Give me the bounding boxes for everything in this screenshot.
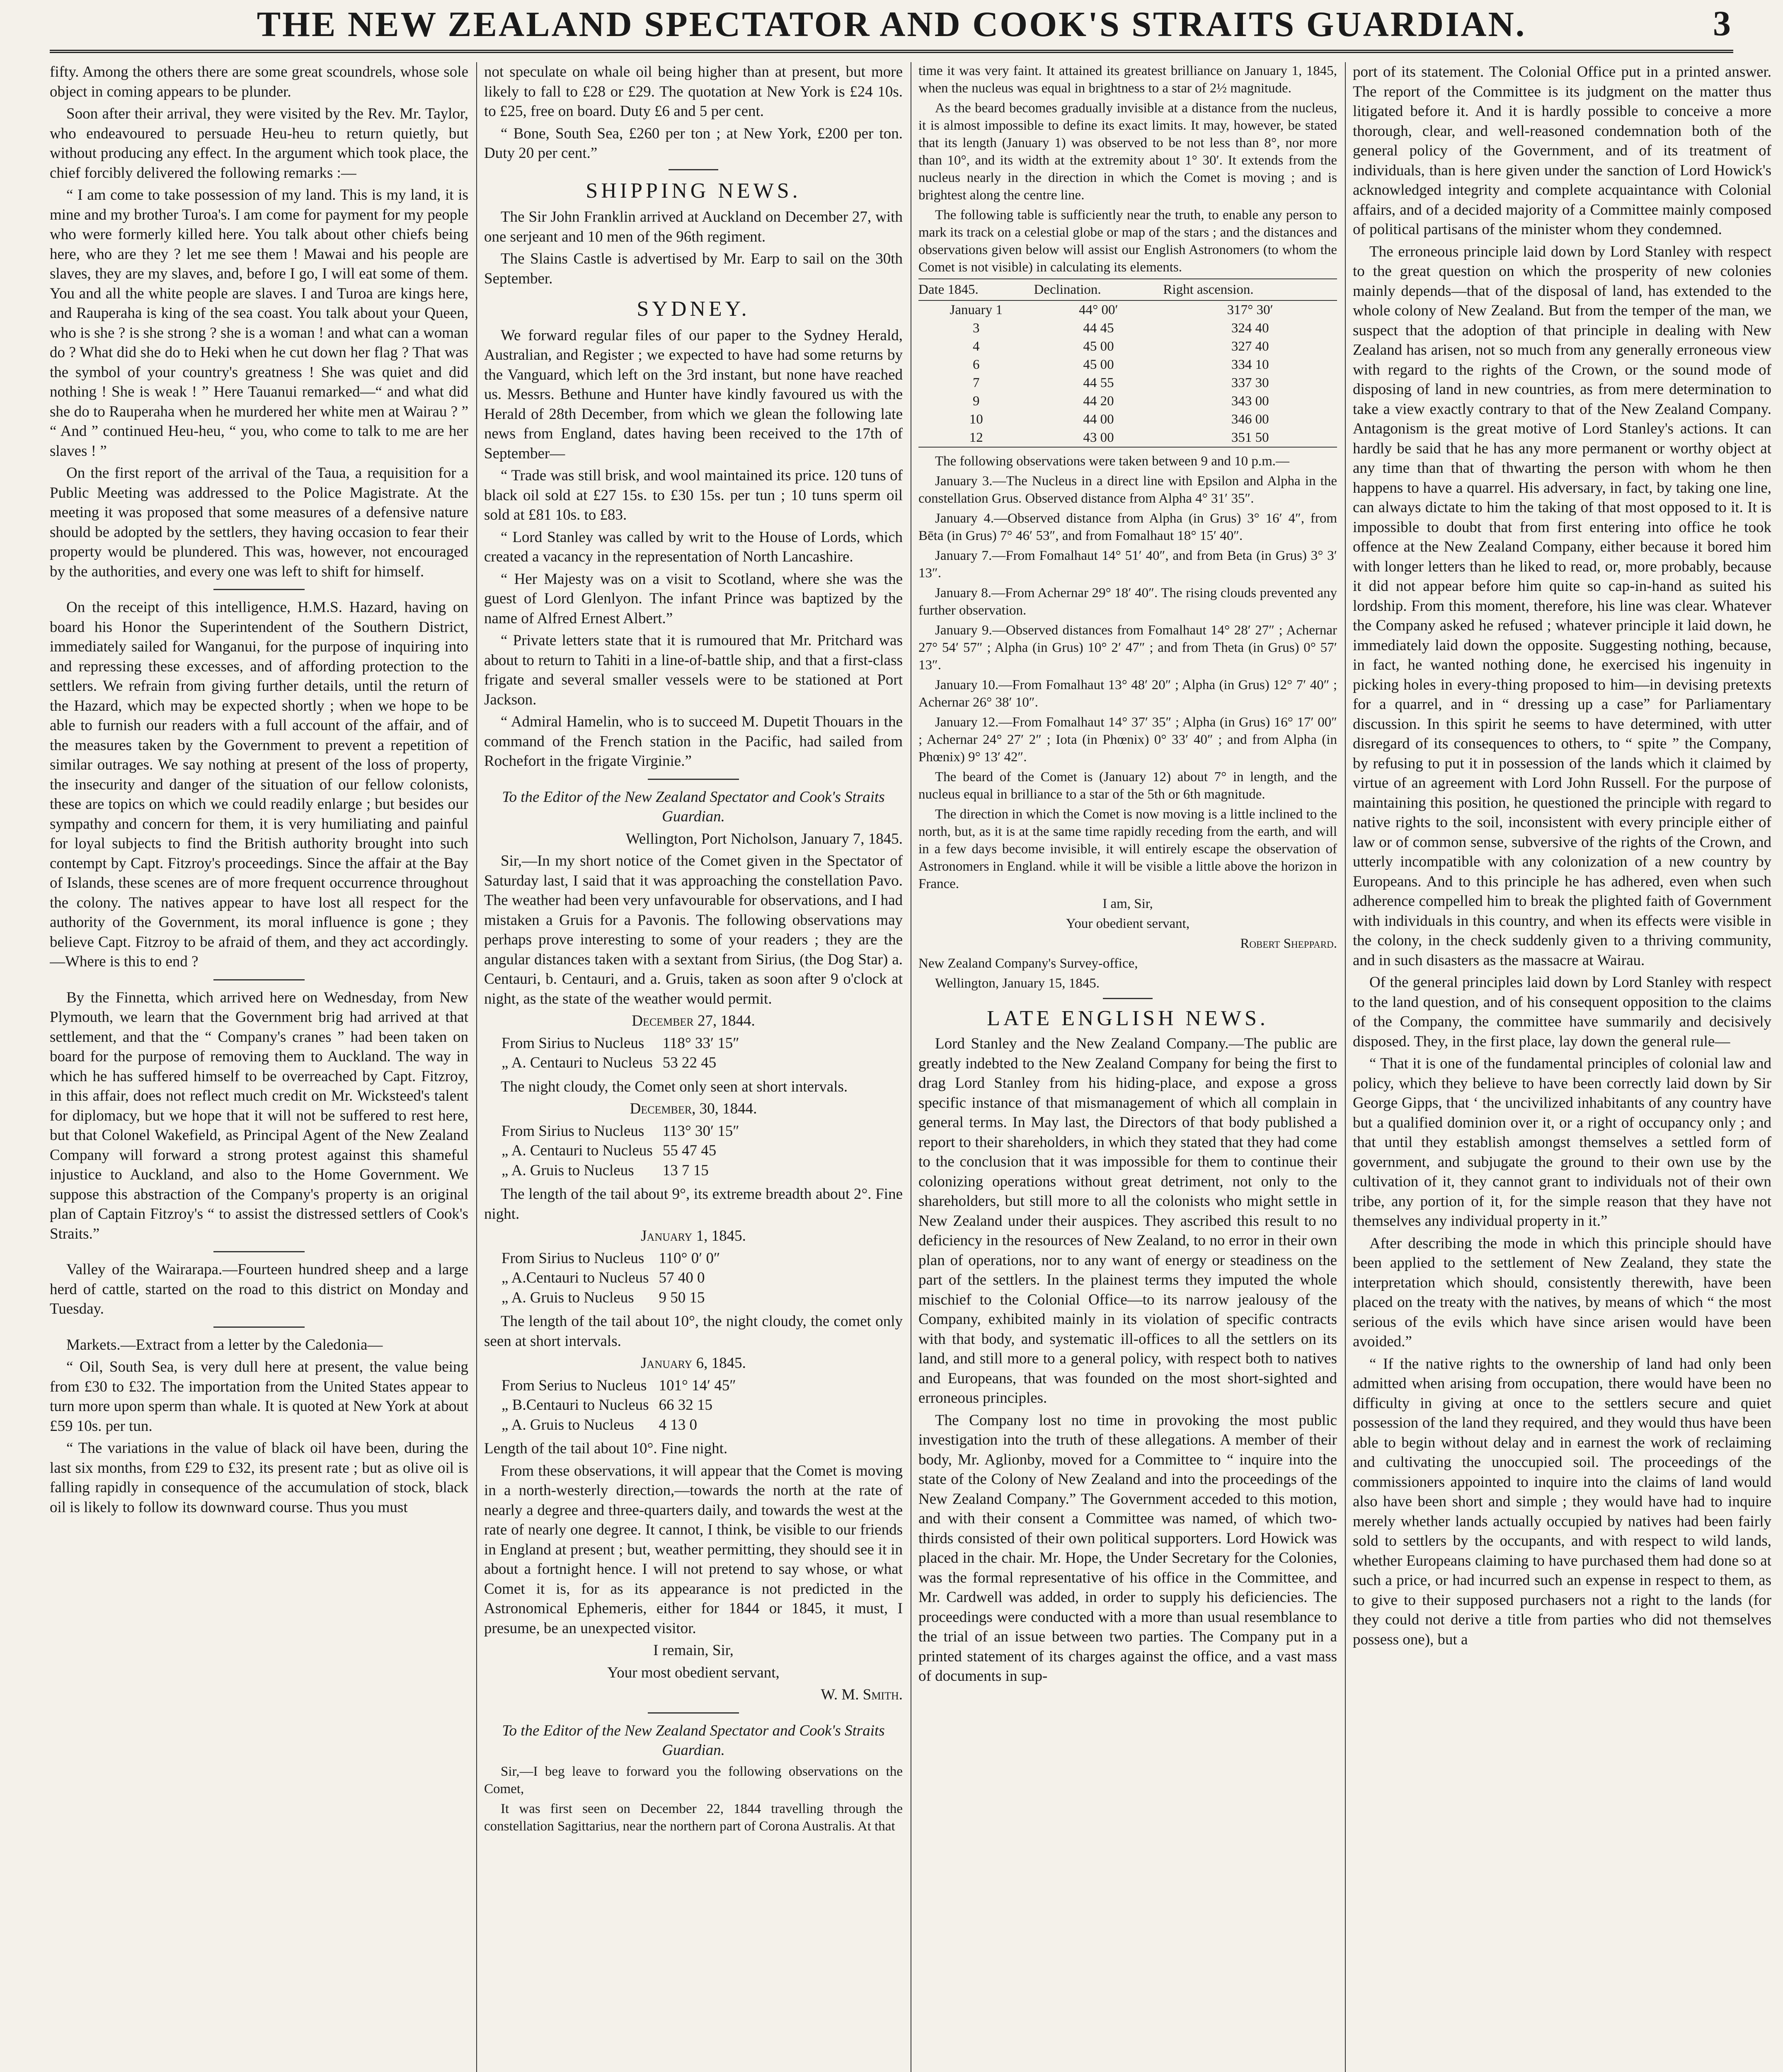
table-row — [918, 428, 1337, 447]
table-cell: 45 00 — [1083, 357, 1114, 372]
table-header: Declination. — [1034, 279, 1163, 300]
column-2 — [484, 62, 903, 2072]
letter-heading: To the Editor of the New Zealand Spectator and Cook's Straits Guardian. — [502, 788, 885, 825]
paragraph: Markets.—Extract from a letter by the Caledonia— — [66, 1336, 383, 1353]
paragraph: The following observations were taken between 9 and 10 p.m.— — [935, 454, 1290, 469]
signoff: I remain, Sir, — [653, 1642, 734, 1659]
table-cell: 44 45 — [1083, 321, 1114, 336]
table-row — [918, 319, 1337, 337]
divider — [648, 779, 739, 780]
obs-label: „ A. Centauri to Nucleus — [501, 1142, 653, 1159]
paragraph: January 7.—From Fomalhaut 14° 51′ 40″, and from Beta (in Grus) 3° 3′ 13″. — [918, 548, 1337, 581]
table-cell: 4 — [972, 339, 980, 354]
paragraph: January 9.—Observed distances from Fomalhaut 14° 28′ 27″ ; Achernar 27° 54′ 57″ ; Alpha (in Grus) 10° 2′ 47″ ; and from Theta (in Grus) 0° 57′ 13″. — [918, 623, 1337, 673]
paragraph: The Company lost no time in provoking the most public investigation into the truth of these allegations. A member of their body, Mr. Aglionby, moved for a Committee to “ inquire into the state of the Colony of New Zealand and into the proceedings of the New Zealand Company.” The Government acceded to this motion, and with their consent a Committee was named, of which two-thirds consisted of their own political supporters. Lord Howick was placed in the chair. Mr. Hope, the Under Secretary for the Colonies, was the formal representative of his office in the Committee, and Mr. Cardwell was added, in order to supply his deficiencies. The proceedings were conducted with a more than usual resemblance to the trial of an issue between two parties. The Company put in a printed statement of its charges against the office, and a vast mass of documents in sup- — [918, 1411, 1337, 1685]
quote: “ That it is one of the fundamental principles of colonial law and policy, which they believe to have been correctly laid down by Sir George Gipps, that ‘ the uncivilized inhabitants of any country have but a qualified dominion over it, or a right of occupancy only ; and that until they establish amongst themselves a settled form of government, and subjugate the ground to their own use by the cultivation of it, they cannot grant to individuals not of their own tribe, any portion of it, for the simple reason that they have not themselves any individual property in it.” — [1353, 1055, 1771, 1230]
obs-label: „ A. Gruis to Nucleus — [501, 1289, 634, 1306]
table-cell: 9 — [972, 394, 980, 409]
newspaper-title: THE NEW ZEALAND SPECTATOR AND COOK'S STRAITS GUARDIAN. — [257, 4, 1526, 44]
table-cell: January 1 — [950, 303, 1003, 317]
divider — [213, 1326, 305, 1328]
table-cell: 44° 00′ — [1079, 303, 1118, 317]
paragraph: Of the general principles laid down by Lord Stanley with respect to the land question, and of his consequent opposition to the claims of the Company, the committee have summarily and decisively disposed. They, in the first place, lay down the general rule— — [1353, 974, 1771, 1050]
column-1 — [50, 62, 468, 2072]
obs-value: 118° 33′ 15″ — [662, 1034, 739, 1052]
paragraph: The following table is sufficiently near the truth, to enable any person to mark its track on a celestial globe or map of the stars ; and the distances and observations given below will assist our English Astronomers (to whom the Comet is not visible) in calculating its elements. — [918, 208, 1337, 275]
quote: “ Private letters state that it is rumoured that Mr. Pritchard was about to return to Tahiti in a line-of-battle ship, and that a first-class frigate and several smaller vessels were to be stationed at Port Jackson. — [484, 632, 903, 708]
obs-value: 53 22 45 — [662, 1054, 717, 1071]
paragraph: Lord Stanley and the New Zealand Company.—The public are greatly indebted to the New Zealand Company for being the first to drag Lord Stanley from his hiding-place, and expose a gross specific instance of that mismanagement of which all complain in general terms. In May last, the Directors of that body published a report to their shareholders, in which they stated that they had come to the conclusion that it was impossible for them to continue their colonizing operations without great detriment, not only to the shareholders, but still more to all the colonists who might settle in New Zealand under their auspices. They ascribed this result to no deficiency in the resources of New Zealand, to no error in their own plan of operations, nor to any want of energy or steadiness on the part of the settlers. In the plainest terms they imputed the whole mischief to the Colonial Office—to its narrow jealousy of the Company, exhibited mainly in its violation of specific contracts with that body, and systematic ill-offices to all the settlers on its land, and still more to a general policy, with respect both to natives and Europeans, that was founded on the most short-sighted and erroneous principles. — [918, 1035, 1337, 1406]
obs-note: Length of the tail about 10°. Fine night. — [484, 1440, 728, 1457]
quote: “ Lord Stanley was called by writ to the House of Lords, which created a vacancy in the representation of North Lancashire. — [484, 528, 903, 565]
obs-value: 4 13 0 — [659, 1416, 698, 1433]
signoff: Your obedient servant, — [1066, 916, 1190, 931]
letter-dateline: Wellington, Port Nicholson, January 7, 1845. — [625, 830, 903, 847]
paragraph: time it was very faint. It attained its greatest brilliance on January 1, 1845, when the nucleus was equal in brightness to a star of 2½ magnitude. — [918, 63, 1337, 96]
table-cell: 343 00 — [1231, 394, 1269, 409]
obs-value: 9 50 15 — [659, 1289, 705, 1306]
obs-value: 57 40 0 — [659, 1269, 705, 1286]
paragraph: From these observations, it will appear that the Comet is moving in a north-westerly direction,—towards the north at the rate of nearly a degree and three-quarters daily, and towards the west at the rate of nearly one degree. It cannot, I think, be visible to our friends in England at present ; but, weather permitting, they should see it in about a fortnight hence. I will not pretend to say whose, or what Comet it is, for as its appearance is not predicted in the Astronomical Ephemeris, either for 1844 or 1845, it must, I presume, be an unexpected visitor. — [484, 1462, 903, 1637]
paragraph: January 10.—From Fomalhaut 13° 48′ 20″ ; Alpha (in Grus) 12° 7′ 40″ ; Achernar 26° 38′ 10″. — [918, 678, 1337, 710]
table-row — [918, 337, 1337, 356]
obs-value: 13 7 15 — [662, 1162, 709, 1179]
paragraph: fifty. Among the others there are some great scoundrels, whose sole object in coming appears to be plunder. — [50, 63, 468, 100]
obs-value: 113° 30′ 15″ — [662, 1122, 739, 1140]
table-cell: 324 40 — [1231, 321, 1269, 336]
observation-table — [497, 1376, 741, 1435]
paragraph: January 8.—From Achernar 29° 18′ 40″. The rising clouds prevented any further observation. — [918, 586, 1337, 618]
quote: “ Trade was still brisk, and wool maintained its price. 120 tuns of black oil sold at £27 15s. to £30 15s. per tun ; 10 tuns sperm oil sold at £81 10s. to £83. — [484, 467, 903, 523]
table-cell: 10 — [969, 412, 983, 427]
quote: “ Bone, South Sea, £260 per ton ; at New York, £200 per ton. Duty 20 per cent.” — [484, 125, 903, 162]
table-row — [918, 374, 1337, 392]
divider — [1103, 998, 1153, 999]
signoff: New Zealand Company's Survey-office, — [918, 956, 1138, 971]
divider — [213, 1251, 305, 1252]
table-cell: 44 00 — [1083, 412, 1114, 427]
paragraph: port of its statement. The Colonial Office put in a printed answer. The report of the Committee is its judgment on the matter thus litigated before it. And it is hardly possible to conceive a more thorough, clear, and well-reasoned condemnation both of the general policy of the Government, and of its treatment of individuals, than is here given under the sanction of Lord Howick's acknowledged integrity and complete acquaintance with Colonial affairs, and of a decided majority of a Committee mainly composed of political partisans of the minister whom they condemned. — [1353, 63, 1771, 238]
obs-value: 55 47 45 — [662, 1142, 717, 1159]
obs-value: 101° 14′ 45″ — [659, 1377, 736, 1394]
column-3 — [918, 62, 1337, 2072]
table-row — [918, 392, 1337, 410]
divider — [648, 1712, 739, 1714]
table-cell: 317° 30′ — [1227, 303, 1273, 317]
table-cell: 7 — [972, 375, 980, 390]
paragraph: The erroneous principle laid down by Lord Stanley with respect to the great question on which the prosperity of new colonies mainly depends—that of the disposal of land, has extended to the whole colony of New Zealand. But from the temper of the man, we suspect that the adoption of that principle in dealing with New Zealand has arisen, not so much from any generally erroneous view with regard to the rights of the Crown, or the sound mode of disposing of land in new countries, as from mere determination to take a view exactly contrary to that of the New Zealand Company. Antagonism is the great motive of Lord Stanley's actions. It can hardly be said that he has any more permanent or worthy object at any time than that of thwarting the person with whom he then happens to have a quarrel. His adversary, in fact, by taking one line, can always dictate to him the taking of that most opposed to it. It is impossible to doubt that from first entering into office he took offence at the New Zealand Company, either because it bored him with longer letters than he liked to read, or, more probably, because it did not appear before him quite so cap-in-hand as suited his lordship. From this moment, therefore, his line was clear. Whatever the Company asked he refused ; whatever principle it laid down, he immediately laid down the opposite. Suggesting nothing, because, in fact, he wanted nothing done, he exercised his ingenuity in picking holes in every-thing proposed to him—in devising pretexts for a quarrel, and in “ dressing up a case” for Parliamentary discussion. In this spirit he seems to have determined, with utter disregard of its consequences to others, to “ spite ” the Company, by refusing to put it in possession of the lands which it claimed by virtue of an agreement with Lord John Russell. For the purpose of maintaining this position, he questioned the principle with regard to native rights to the soil, inconsistent with every principle either of law or of common sense, subversive of the rights of the Crown, and utterly incompatible with any colonization of a new country by Europeans. And to this principle he has adhered, even when such adherence compelled him to break the plighted faith of Government with individuals in this country, and when its effects were visible in the colony, in the check suddenly given to a thriving community, and in such disasters as the massacre at Wairau. — [1353, 243, 1771, 969]
obs-note: The length of the tail about 10°, the night cloudy, the comet only seen at short intervals. — [484, 1313, 903, 1350]
signoff: I am, Sir, — [1102, 896, 1153, 911]
paragraph: As the beard becomes gradually invisible at a distance from the nucleus, it is almost impossible to define its exact limits. It may, however, be stated that its length (January 1) was observed to be not less than 8°, nor more than 10°, and its width at the extremity about 1° 30′. It extends from the nucleus nearly in the direction in which the Comet is moving ; and is brightest along the centre line. — [918, 101, 1337, 203]
obs-label: „ B.Centauri to Nucleus — [501, 1397, 649, 1414]
paragraph: It was first seen on December 22, 1844 travelling through the constellation Sagittarius, near the northern part of Corona Australis. At that — [484, 1801, 903, 1834]
divider — [213, 589, 305, 590]
paragraph: not speculate on whale oil being higher than at present, but more likely to fall to £28 or £29. The quotation at New York is £24 10s. to £25, free on board. Duty £6 and 5 per cent. — [484, 63, 903, 120]
obs-date: December 27, 1844. — [632, 1012, 755, 1029]
masthead — [50, 0, 1733, 53]
signoff: Wellington, January 15, 1845. — [935, 976, 1100, 991]
paragraph: The direction in which the Comet is now moving is a little inclined to the north, but, as it is at the same time rapidly receding from the earth, and will in a few days become invisible, it will entirely escape the observation of Astronomers in England. while it will be visible a little above the horizon in France. — [918, 807, 1337, 891]
section-heading-late-news: LATE ENGLISH NEWS. — [987, 1007, 1269, 1030]
table-header: Right ascension. — [1163, 279, 1337, 300]
paragraph: The Sir John Franklin arrived at Auckland on December 27, with one serjeant and 10 men of the 96th regiment. — [484, 208, 903, 245]
paragraph: The Slains Castle is advertised by Mr. Earp to sail on the 30th September. — [484, 250, 903, 287]
divider — [669, 169, 718, 170]
observation-table — [497, 1034, 744, 1073]
paragraph: Sir,—In my short notice of the Comet given in the Spectator of Saturday last, I said that it was approaching the constellation Pavo. The weather had been very unfavourable for observations, and I had mistaken a Gruis for a Pavonis. The following observations may perhaps prove interesting to some of your readers ; they are the angular distances taken with a sextant from Sirius, (the Dog Star) a. Centauri, b. Centauri, and a. Gruis, taken as soon after 9 o'clock at night, as the state of the weather would permit. — [484, 852, 903, 1007]
table-row — [918, 356, 1337, 374]
table-cell: 351 50 — [1231, 430, 1269, 445]
quote: “ If the native rights to the ownership of land had only been admitted when arising from occupation, there would have been no difficulty in giving at once to the settlers secure and quiet possession of the land they required, and they would thus have been able to begin without delay and in earnest the work of reclaiming and cultivating the unoccupied soil. The proceedings of the commissioners appointed to inquire into the claims of land would also have been short and simple ; they would have had to inquire merely whether lands actually occupied by natives had been fairly sold to settlers by the occupants, and with respect to wild lands, whether Europeans claiming to have purchased them had done so at such a price, or had incurred such an expense in respect to them, as to give to their supposed purchasers not a right to the lands (for they could not derive a title from parties who did not themselves possess one), but a — [1353, 1355, 1771, 1648]
signature: Robert Sheppard. — [1240, 936, 1337, 951]
paragraph: January 3.—The Nucleus in a direct line with Epsilon and Alpha in the constellation Grus. Observed distance from Alpha 4° 31′ 35″. — [918, 474, 1337, 506]
paragraph: Soon after their arrival, they were visited by the Rev. Mr. Taylor, who endeavoured to persuade Heu-heu to return quietly, but without producing any effect. In the argument which took place, the chief forcibly delivered the following remarks :— — [50, 105, 468, 182]
divider — [213, 979, 305, 980]
column-rule — [476, 62, 477, 2072]
paragraph: On the first report of the arrival of the Taua, a requisition for a Public Meeting was addressed to the Police Magistrate. At the meeting it was proposed that some measures of a defensive nature should be adopted by the settlers, they having occasion to fear their property would be plundered. This was, however, not encouraged by the authorities, and every one was left to shift for himself. — [50, 465, 468, 580]
paragraph: January 12.—From Fomalhaut 14° 37′ 35″ ; Alpha (in Grus) 16° 17′ 00″ ; Achernar 24° 27′ 2″ ; Iota (in Phœnix) 0° 33′ 40″ ; and from Alpha (in Phœnix) 9° 13′ 42″. — [918, 715, 1337, 765]
table-row — [918, 410, 1337, 428]
table-cell: 6 — [972, 357, 980, 372]
observation-table — [497, 1121, 744, 1181]
obs-label: From Serius to Nucleus — [501, 1377, 647, 1394]
obs-value: 110° 0′ 0″ — [659, 1249, 720, 1267]
table-cell: 337 30 — [1231, 375, 1269, 390]
paragraph: Sir,—I beg leave to forward you the following observations on the Comet, — [484, 1764, 903, 1796]
observation-table — [497, 1249, 725, 1308]
obs-date: December, 30, 1844. — [630, 1100, 757, 1117]
obs-label: „ A.Centauri to Nucleus — [501, 1269, 649, 1286]
quote: “ Admiral Hamelin, who is to succeed M. Dupetit Thouars in the command of the French station in the Pacific, had sailed from Rochefort in the frigate Virginie.” — [484, 713, 903, 770]
comet-table — [918, 278, 1337, 448]
quote: “ Oil, South Sea, is very dull here at present, the value being from £30 to £32. The importation from the United States appear to turn more upon sperm than whale. It is quoted at New York at about £59 10s. per tun. — [50, 1358, 468, 1435]
obs-note: The night cloudy, the Comet only seen at short intervals. — [501, 1078, 848, 1095]
paragraph: We forward regular files of our paper to the Sydney Herald, Australian, and Register ; we expected to have had some returns by the Vanguard, which left on the 3rd instant, but none have reached us. Messrs. Bethune and Hunter have kindly favoured us with the Herald of 28th December, from which we glean the following late news from England, dates having been received to the 17th of September— — [484, 327, 903, 462]
obs-label: „ A. Gruis to Nucleus — [501, 1162, 634, 1179]
table-cell: 327 40 — [1231, 339, 1269, 354]
table-cell: 43 00 — [1083, 430, 1114, 445]
table-cell: 346 00 — [1231, 412, 1269, 427]
page-number: 3 — [1713, 3, 1731, 43]
paragraph: After describing the mode in which this principle should have been applied to the settlement of New Zealand, they state the interpretation which should, consistently therewith, have been placed on the treaty with the natives, by means of which “ the most serious of the evils which have since arisen would have been avoided.” — [1353, 1234, 1771, 1350]
table-cell: 12 — [969, 430, 983, 445]
column-4 — [1353, 62, 1771, 2072]
quote: “ The variations in the value of black oil have been, during the last six months, from £29 to £32, its present rate ; but as olive oil is falling rapidly in consequence of the accumulation of stock, black oil is likely to follow its downward course. Thus you must — [50, 1440, 468, 1516]
obs-value: 66 32 15 — [659, 1397, 713, 1414]
obs-label: From Sirius to Nucleus — [501, 1034, 644, 1052]
quote: “ Her Majesty was on a visit to Scotland, where she was the guest of Lord Glenlyon. The infant Prince was baptized by the name of Alfred Ernest Albert.” — [484, 570, 903, 627]
table-header: Date 1845. — [918, 279, 1034, 300]
obs-label: From Sirius to Nucleus — [501, 1122, 644, 1140]
obs-label: From Sirius to Nucleus — [501, 1249, 644, 1267]
obs-label: „ A. Gruis to Nucleus — [501, 1416, 634, 1433]
section-heading-sydney: SYDNEY. — [637, 297, 750, 321]
table-cell: 45 00 — [1083, 339, 1114, 354]
obs-label: „ A. Centauri to Nucleus — [501, 1054, 653, 1071]
letter-heading: To the Editor of the New Zealand Spectator and Cook's Straits Guardian. — [502, 1722, 885, 1759]
paragraph: Valley of the Wairarapa.—Fourteen hundred sheep and a large herd of cattle, started on the road to this district on Monday and Tuesday. — [50, 1261, 468, 1317]
table-cell: 44 55 — [1083, 375, 1114, 390]
paragraph: January 4.—Observed distance from Alpha (in Grus) 3° 16′ 4″, from Bēta (in Grus) 7° 46′ 53″, and from Fomalhaut 18° 15′ 40″. — [918, 511, 1337, 543]
table-row — [918, 300, 1337, 319]
signature: W. M. Smith. — [821, 1686, 903, 1703]
section-heading-shipping: SHIPPING NEWS. — [586, 179, 801, 203]
table-cell: 334 10 — [1231, 357, 1269, 372]
obs-date: January 6, 1845. — [641, 1355, 746, 1372]
signoff: Your most obedient servant, — [607, 1664, 780, 1681]
obs-date: January 1, 1845. — [641, 1227, 746, 1244]
table-cell: 3 — [972, 321, 980, 336]
column-rule — [1345, 62, 1346, 2072]
obs-note: The length of the tail about 9°, its extreme breadth about 2°. Fine night. — [484, 1186, 903, 1222]
paragraph: On the receipt of this intelligence, H.M.S. Hazard, having on board his Honor the Superintendent of the Southern District, immediately sailed for Wanganui, for the purpose of inquiring into and repressing these excesses, and of affording protection to the settlers. We refrain from giving further details, until the return of the Hazard, which may be expected shortly ; when we hope to be able to furnish our readers with a full account of the affair, and of the measures taken by the Government to prevent a repetition of similar outrages. We say nothing at present of the loss of property, the insecurity and danger of the situation of our fellow colonists, these are topics on which we could readily enlarge ; but besides our sympathy and concern for them, it is very humiliating and painful for loyal subjects to find the British authority brought into such contempt by Capt. Fitzroy's proceedings. Since the affair at the Bay of Islands, these scenes are of more frequent occurrence throughout the colony. The natives appear to have lost all respect for the authority of the Government, its moral influence is gone ; they believe Capt. Fitzroy to be afraid of them, and they act accordingly.—Where is this to end ? — [50, 599, 468, 970]
paragraph: By the Finnetta, which arrived here on Wednesday, from New Plymouth, we learn that the Government brig had arrived at that settlement, and that the “ Company's cranes ” had been taken on board for the purpose of removing them to Auckland. The way in which he has suffered himself to be overreached by Capt. Fitzroy, in this affair, does not reflect much credit on Mr. Wicksteed's talent for diplomacy, but we hope that it will not be suffered to rest here, but that Colonel Wakefield, as Principal Agent of the New Zealand Company will forward a strong protest against this shameful injustice to Auckland, and also to the Home Government. We suppose this abstraction of the Company's property is an original plan of Captain Fitzroy's “ to assist the distressed settlers of Cook's Straits.” — [50, 989, 468, 1242]
table-cell: 44 20 — [1083, 394, 1114, 409]
paragraph: The beard of the Comet is (January 12) about 7° in length, and the nucleus equal in brilliance to a star of the 5th or 6th magnitude. — [918, 770, 1337, 802]
quote: “ I am come to take possession of my land. This is my land, it is mine and my brother Turoa's. I am come for payment for my people who were formerly killed here. You talk about other chiefs being here, who are they ? let me see them ! Mawai and his people are slaves, they are my slaves, and, before I go, I will eat some of them. You and all the white people are slaves. I and Turoa are kings here, and Rauperaha is king of the sea coast. You talk about your Queen, who is she ? is she strong ? she is a woman ! and what can a woman do ? What did she do to Heki when he cut down her flag ? That was the symbol of your country's greatness ! She was quiet and did nothing ! She is weak ! ” Here Tauanui remarked—“ and what did she do to Rauperaha when he murdered her white men at Wairau ? ” “ And ” continued Heu-heu, “ you, who come to talk to me are her slaves ! ” — [50, 186, 468, 460]
